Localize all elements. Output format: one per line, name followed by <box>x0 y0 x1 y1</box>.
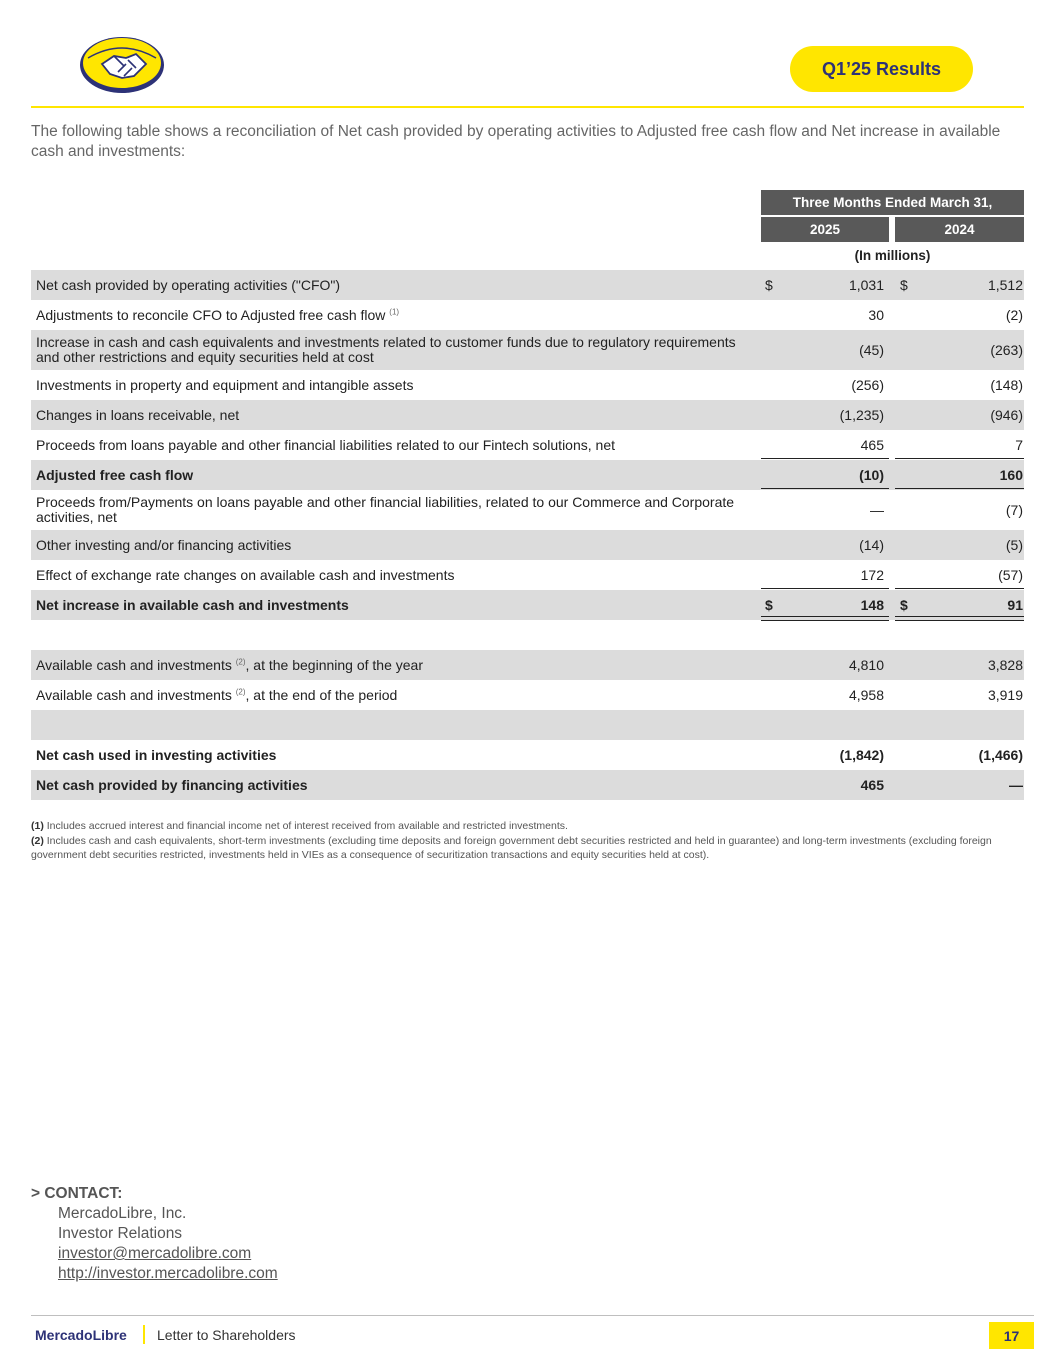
value-2025: 4,958 <box>848 687 884 703</box>
value-2025: (256) <box>851 377 884 393</box>
units-label: (In millions) <box>854 248 931 263</box>
contact-block <box>31 1184 278 1284</box>
table-row <box>31 370 1024 400</box>
value-2025: (45) <box>859 342 884 358</box>
value-2025: — <box>870 502 884 518</box>
contact-email-link[interactable]: investor@mercadolibre.com <box>58 1245 252 1262</box>
row-label: Investments in property and equipment and intangible assets <box>36 376 414 393</box>
value-2025: 4,810 <box>848 657 884 673</box>
page-number: 17 <box>989 1322 1034 1349</box>
value-2024: (7) <box>1005 502 1023 518</box>
value-2025: 172 <box>860 567 884 583</box>
mercadolibre-logo <box>78 34 166 94</box>
value-2025: (14) <box>859 537 884 553</box>
currency-symbol: $ <box>765 597 773 613</box>
spacer-row <box>31 620 1024 650</box>
row-label: Available cash and investments $^{(2)}$, at the beginning of the year <box>36 656 423 673</box>
subtotal-rule-2025 <box>761 458 889 459</box>
value-2025: 465 <box>860 437 884 453</box>
total-double-rule-2024 <box>895 616 1024 621</box>
value-2025: (10) <box>859 467 884 483</box>
currency-symbol: $ <box>900 277 908 293</box>
table-row <box>31 560 1024 590</box>
table-row <box>31 430 1024 460</box>
header-divider <box>31 106 1024 108</box>
value-2024: (946) <box>990 407 1023 423</box>
row-label: Adjustments to reconcile CFO to Adjusted free cash flow $^{(1)}$ <box>36 306 400 323</box>
value-2025: 465 <box>860 777 884 793</box>
table-row <box>31 490 1024 530</box>
row-label: Net cash used in investing activities <box>36 746 277 763</box>
row-label: Proceeds from loans payable and other financial liabilities related to our Fintech solutions, net <box>36 436 615 453</box>
value-2024: 160 <box>999 467 1023 483</box>
footnote-ref: (2) <box>235 656 246 666</box>
footnote-ref: (2) <box>235 686 246 696</box>
footer-document-title: Letter to Shareholders <box>157 1327 296 1343</box>
row-label: Other investing and/or financing activities <box>36 536 292 553</box>
table-row <box>31 400 1024 430</box>
table-row <box>31 680 1024 710</box>
currency-symbol: $ <box>900 597 908 613</box>
contact-company: MercadoLibre, Inc. <box>58 1205 187 1222</box>
year-2025-header: 2025 <box>761 217 889 242</box>
value-2024: — <box>1009 777 1023 793</box>
total-rule-2024 <box>895 588 1024 589</box>
currency-symbol: $ <box>765 277 773 293</box>
row-label: Net increase in available cash and investments <box>36 596 349 613</box>
table-row <box>31 530 1024 560</box>
value-2024: 7 <box>1015 437 1023 453</box>
row-label: Proceeds from/Payments on loans payable and other financial liabilities, related to our Commerce and Corporate activities, net <box>36 494 735 525</box>
value-2024: 3,919 <box>987 687 1023 703</box>
table-row <box>31 330 1024 370</box>
subtotal-under-2025 <box>761 488 889 489</box>
value-2024: 1,512 <box>987 277 1023 293</box>
row-label: Changes in loans receivable, net <box>36 406 240 423</box>
footer-divider <box>31 1315 1034 1316</box>
value-2025: 1,031 <box>848 277 884 293</box>
footer-separator <box>143 1325 145 1344</box>
subtotal-rule-2024 <box>895 458 1024 459</box>
results-badge: Q1’25 Results <box>790 46 973 92</box>
value-2024: (148) <box>990 377 1023 393</box>
value-2024: 91 <box>1007 597 1023 613</box>
contact-department: Investor Relations <box>58 1225 183 1242</box>
row-label: Effect of exchange rate changes on available cash and investments <box>36 566 455 583</box>
value-2024: (5) <box>1005 537 1023 553</box>
subtotal-under-2024 <box>895 488 1024 489</box>
row-label: Net cash provided by financing activities <box>36 776 308 793</box>
value-2024: (57) <box>998 567 1023 583</box>
period-header: Three Months Ended March 31, <box>761 190 1024 215</box>
table-row <box>31 740 1024 770</box>
table-row-subtotal <box>31 460 1024 490</box>
value-2024: (1,466) <box>978 747 1023 763</box>
footnote-1: (1) Includes accrued interest and financial income net of interest received from available and restricted investments. <box>31 820 568 832</box>
row-label: Available cash and investments $^{(2)}$, at the end of the period <box>36 686 398 703</box>
total-double-rule-2025 <box>761 616 889 621</box>
contact-title: > CONTACT: <box>31 1185 123 1202</box>
table-row <box>31 270 1024 300</box>
year-2024-header: 2024 <box>895 217 1024 242</box>
table-row <box>31 300 1024 330</box>
table-row <box>31 650 1024 680</box>
row-label: Increase in cash and cash equivalents and investments related to customer funds due to regulatory requirements and other restrictions and equity securities held at cost <box>36 334 736 365</box>
value-2025: (1,235) <box>839 407 884 423</box>
footnotes <box>31 819 1025 863</box>
value-2024: (2) <box>1005 307 1023 323</box>
intro-paragraph: The following table shows a reconciliation of Net cash provided by operating activities to Adjusted free cash flow and Net increase in available cash and investments: <box>31 123 1001 160</box>
value-2025: 30 <box>868 307 884 323</box>
spacer-row <box>31 710 1024 740</box>
value-2025: 148 <box>860 597 884 613</box>
contact-website-link[interactable]: http://investor.mercadolibre.com <box>58 1265 278 1282</box>
row-label: Adjusted free cash flow <box>36 466 194 483</box>
value-2024: (263) <box>990 342 1023 358</box>
footnote-2: (2) Includes cash and cash equivalents, short-term investments (excluding time deposits and foreign government debt securities restricted and held in guarantee) and long-term investments (excluding foreign government debt securities restricted, investments held in VIEs as a consequence of securitization transactions and equity securities held at cost). <box>31 834 992 861</box>
value-2024: 3,828 <box>987 657 1023 673</box>
footnote-ref: (1) <box>389 306 400 316</box>
footer-brand: MercadoLibre <box>35 1327 127 1343</box>
value-2025: (1,842) <box>839 747 884 763</box>
table-row <box>31 770 1024 800</box>
total-rule-2025 <box>761 588 889 589</box>
reconciliation-table <box>31 270 1024 800</box>
row-label: Net cash provided by operating activities ("CFO") <box>36 276 341 293</box>
